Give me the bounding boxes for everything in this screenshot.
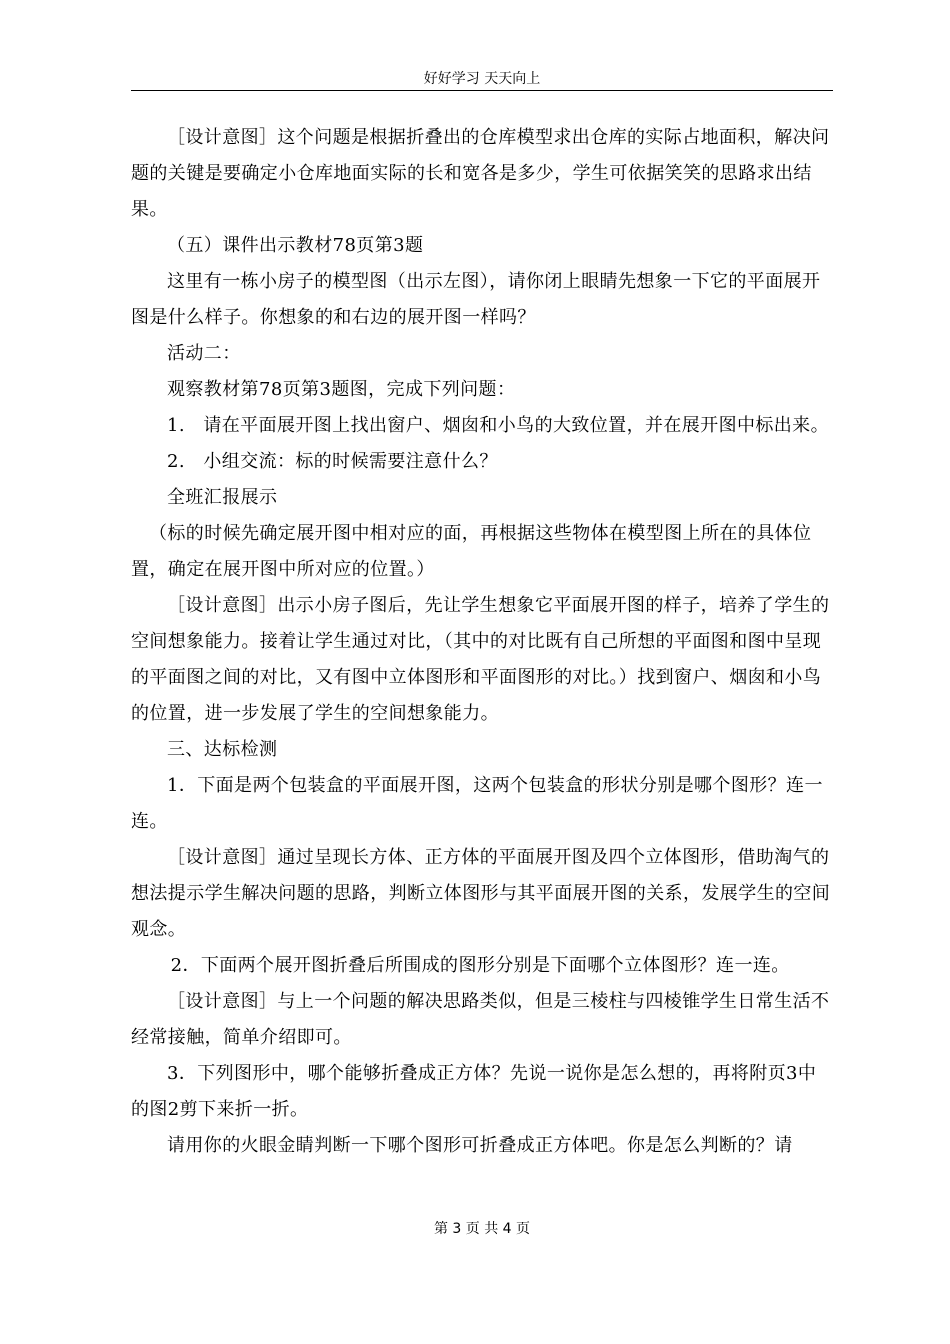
- paragraph-design-intent-3: ［设计意图］通过呈现长方体、正方体的平面展开图及四个立体图形，借助淘气的想法提示学生解决问题的思路，判断立体图形与其平面展开图的关系，发展学生的空间观念。: [131, 847, 831, 940]
- paragraph-design-intent-1: ［设计意图］这个问题是根据折叠出的仓库模型求出仓库的实际占地面积，解决问题的关键是要确定小仓库地面实际的长和宽各是多少，学生可依据笑笑的思路求出结果。: [131, 127, 830, 220]
- paragraph-observe: 观察教材第78页第3题图，完成下列问题：: [167, 379, 516, 400]
- document-body: [131, 120, 833, 1164]
- paragraph-design-intent-2: ［设计意图］出示小房子图后，先让学生想象它平面展开图的样子，培养了学生的空间想象能力。接着让学生通过对比，（其中的对比既有自己所想的平面图和图中呈现的平面图之间的对比，又有图中立体图形和平面图形的对比。）找到窗户、烟囱和小鸟的位置，进一步发展了学生的空间想象能力。: [131, 595, 830, 724]
- paragraph-test-3: 3．下列图形中，哪个能够折叠成正方体？先说一说你是怎么想的，再将附页3中的图2剪下来折一折。: [131, 1063, 817, 1120]
- paragraph-judge-cube: 请用你的火眼金睛判断一下哪个图形可折叠成正方体吧。你是怎么判断的？请: [167, 1135, 793, 1156]
- paragraph-design-intent-4: ［设计意图］与上一个问题的解决思路类似，但是三棱柱与四棱锥学生日常生活不经常接触，简单介绍即可。: [131, 991, 830, 1048]
- paragraph-class-report: 全班汇报展示: [167, 487, 278, 508]
- paragraph-report-note: （标的时候先确定展开图中相对应的面，再根据这些物体在模型图上所在的具体位置，确定在展开图中所对应的位置。）: [131, 523, 812, 580]
- paragraph-section-five: （五）课件出示教材78页第3题: [167, 235, 424, 256]
- paragraph-section-three: 三、达标检测: [167, 739, 278, 760]
- paragraph-house-model: 这里有一栋小房子的模型图（出示左图），请你闭上眼睛先想象一下它的平面展开图是什么样子。你想象的和右边的展开图一样吗？: [131, 271, 821, 328]
- page-header: 好好学习 天天向上: [131, 68, 833, 91]
- paragraph-question-1: 1. 请在平面展开图上找出窗户、烟囱和小鸟的大致位置，并在展开图中标出来。: [167, 415, 829, 436]
- paragraph-activity-two: 活动二：: [167, 343, 241, 364]
- paragraph-test-2: 2．下面两个展开图折叠后所围成的图形分别是下面哪个立体图形？连一连。: [170, 955, 790, 976]
- page-footer: 第 3 页 共 4 页: [433, 1221, 531, 1237]
- paragraph-test-1: 1．下面是两个包装盒的平面展开图，这两个包装盒的形状分别是哪个图形？连一连。: [131, 775, 823, 832]
- paragraph-question-2: 2. 小组交流：标的时候需要注意什么？: [167, 451, 498, 472]
